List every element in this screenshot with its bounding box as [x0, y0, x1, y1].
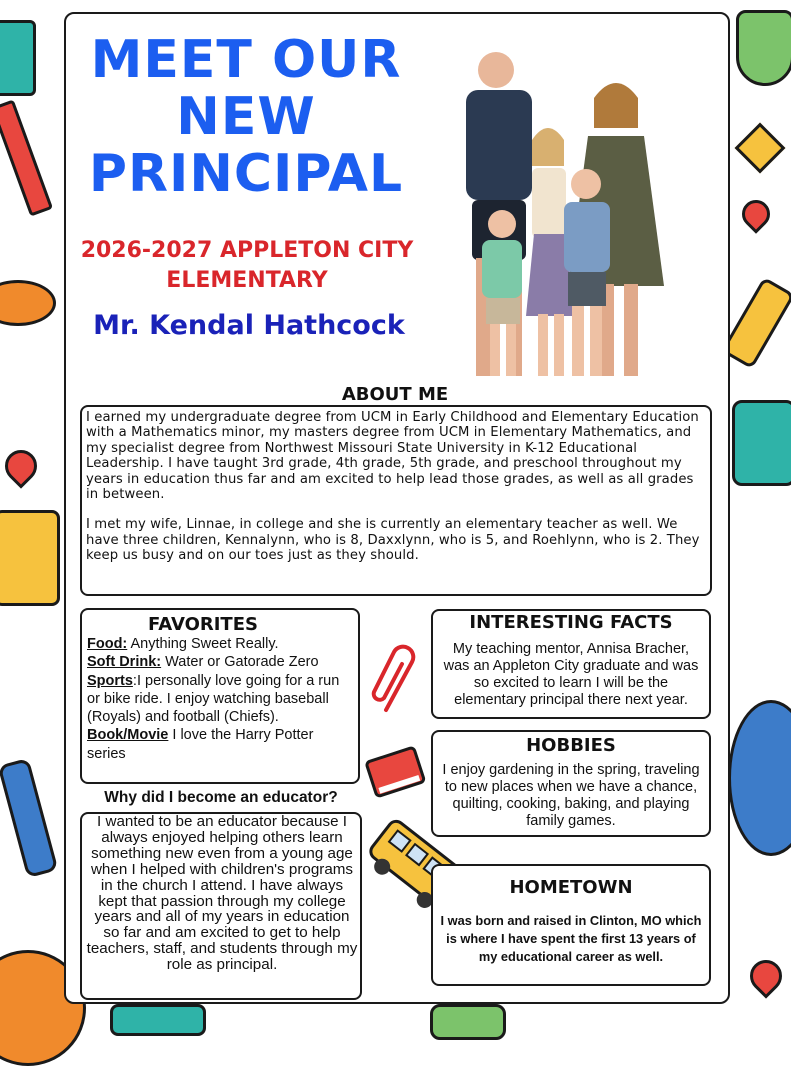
pen-doodle-bottom [110, 1004, 206, 1036]
hobbies-heading: HOBBIES [526, 735, 616, 756]
interesting-text: My teaching mentor, Annisa Bracher, was an Appleton City graduate and was so excited to learn I will be the elementary principal there next year. [443, 641, 699, 708]
notebook-doodle [0, 20, 36, 96]
why-text: I wanted to be an educator because I always enjoyed helping others learn something new even from a young age when I helped with children's programs in the church I attend. I have always kept that passion through my college years and all of my years in education so far and am excited to get to help teachers, staff, and students through my role as principal. [86, 813, 358, 974]
shape-doodle-bottom [430, 1004, 506, 1040]
flask-doodle [736, 10, 791, 86]
heart-doodle-right [736, 194, 776, 234]
drink-label: Soft Drink: [87, 654, 162, 671]
favorite-sports [87, 672, 353, 727]
hometown-text: I was born and raised in Clinton, MO which is where I have spent the first 13 years of my educational career as well. [440, 913, 702, 964]
favorite-food [87, 635, 353, 653]
about-paragraph-1: I earned my undergraduate degree from UCM in Early Childhood and Elementary Education with a Mathematics minor, my masters degree from UCM in Elementary Mathematics, and my specialist degree from Northwest Missouri State University in K-12 Educational Leadership. I have taught 3rd grade, 4th grade, 5th grade, and preschool throughout my years in education thus far and am excited to help lead those grades, as well as all grades in between. [86, 410, 699, 503]
family-photo [436, 44, 692, 382]
hobbies-text: I enjoy gardening in the spring, traveling to new places when we have a chance, quilting, cooking, baking, and playing family games. [442, 762, 700, 829]
drink-value: Water or Gatorade Zero [161, 654, 319, 671]
globe-doodle [728, 700, 791, 856]
hometown-heading: HOMETOWN [509, 877, 633, 898]
favorites-list [87, 635, 353, 763]
book-icon [362, 738, 428, 804]
favorite-book [87, 726, 353, 763]
school-year-subtitle: 2026-2027 APPLETON CITY ELEMENTARY [80, 238, 414, 293]
about-heading: ABOUT ME [341, 384, 449, 405]
heart-doodle-bottom [743, 953, 788, 998]
paperclip-icon [368, 640, 424, 720]
football-doodle [0, 280, 56, 326]
food-label: Food: [87, 636, 128, 652]
principal-name: Mr. Kendal Hathcock [93, 310, 405, 341]
sports-value: :I personally love going for a run or bike ride. I enjoy watching baseball (Royals) and football (Chiefs). [87, 672, 340, 726]
calculator-doodle [0, 510, 60, 606]
bag-doodle [732, 400, 791, 486]
pencil-doodle [0, 99, 53, 216]
about-text [86, 410, 706, 579]
favorites-heading: FAVORITES [148, 614, 258, 635]
heart-doodle [0, 443, 44, 488]
interesting-heading: INTERESTING FACTS [469, 612, 673, 633]
glue-doodle [721, 277, 791, 369]
star-doodle [735, 123, 786, 174]
why-question: Why did I become an educator? [104, 789, 338, 806]
marker-doodle [0, 758, 58, 878]
favorite-drink [87, 653, 353, 671]
book-label: Book/Movie [87, 727, 169, 744]
book-value: I love the Harry Potter series [87, 727, 314, 762]
about-paragraph-2: I met my wife, Linnae, in college and she is currently an elementary teacher as well. We have three children, Kennalynn, who is 8, Daxxlynn, who is 5, and Roehlynn, who is 2. They keep us busy and on our toes just as they should. [86, 517, 700, 564]
page-title: MEET OUR NEW PRINCIPAL [88, 30, 404, 204]
food-value: Anything Sweet Really. [127, 636, 279, 652]
sports-label: Sports [87, 672, 133, 689]
